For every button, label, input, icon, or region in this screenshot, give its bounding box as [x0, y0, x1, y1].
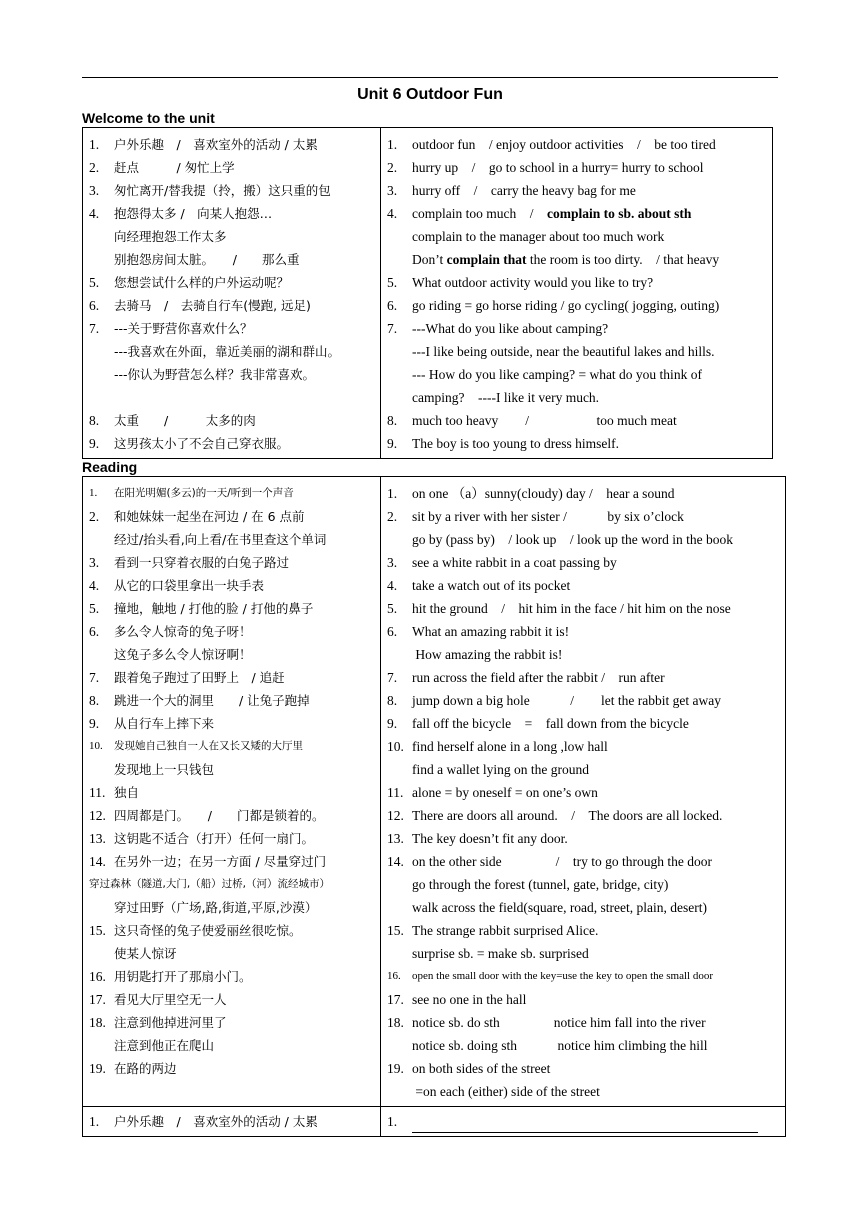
item-text: find a wallet lying on the ground [412, 762, 589, 777]
item-text: 在另外一边；在另一方面 / 尽量穿过门 [114, 854, 327, 869]
item-number: 4. [387, 578, 398, 593]
item-number: 6. [89, 298, 100, 313]
welcome-zh-line [89, 225, 380, 248]
reading-zh-line [89, 758, 380, 781]
item-text-bold: complain that [446, 252, 527, 267]
item-text: 匆忙离开/替我提（拎，搬）这只重的包 [114, 183, 331, 198]
item-number: 6. [89, 624, 100, 639]
item-text: 这钥匙不适合（打开）任何一扇门。 [114, 831, 315, 846]
practice-en-cell [381, 1107, 786, 1137]
item-number: 10. [89, 740, 103, 752]
item-number: 18. [387, 1015, 404, 1030]
item-number: 5. [387, 601, 398, 616]
item-text: 这男孩太小了不会自己穿衣服。 [114, 436, 290, 451]
welcome-en-line [387, 133, 772, 156]
item-text: 户外乐趣 / 喜欢室外的活动 / 太累 [114, 1114, 318, 1129]
reading-table [82, 476, 786, 1137]
item-number: 3. [89, 555, 100, 570]
reading-zh-line [89, 827, 380, 850]
reading-zh-line [89, 735, 380, 758]
item-number: 3. [387, 183, 398, 198]
item-text: hurry off / carry the heavy bag for me [412, 183, 636, 198]
item-text: 您想尝试什么样的户外运动呢？ [114, 275, 290, 290]
welcome-en-line [387, 248, 772, 271]
item-text: hit the ground / hit him in the face / hit him on the nose [412, 601, 731, 616]
item-text: surprise sb. = make sb. surprised [412, 946, 589, 961]
page-title: Unit 6 Outdoor Fun [357, 86, 503, 103]
item-number: 13. [89, 831, 106, 846]
reading-en-line [387, 781, 785, 804]
item-text: What an amazing rabbit it is! [412, 624, 570, 639]
item-number: 7. [89, 670, 100, 685]
item-text: 去骑马 / 去骑自行车(慢跑, 远足) [114, 298, 311, 313]
reading-en-line [387, 528, 785, 551]
welcome-zh-line [89, 248, 380, 271]
reading-en-line [387, 597, 785, 620]
item-number: 19. [89, 1061, 106, 1076]
reading-en-line [387, 942, 785, 965]
reading-zh-line [89, 551, 380, 574]
welcome-en-line [387, 340, 772, 363]
reading-en-line [387, 1011, 785, 1034]
item-text: notice sb. doing sth notice him climbing the hill [412, 1038, 708, 1053]
item-text: 用钥匙打开了那扇小门。 [114, 969, 252, 984]
item-text: =on each (either) side of the street [412, 1084, 600, 1099]
item-text: 四周都是门。 / 门都是锁着的。 [114, 808, 325, 823]
item-text: 撞地，触地 / 打他的脸 / 打他的鼻子 [114, 601, 314, 616]
item-text: 赶点 / 匆忙上学 [114, 160, 235, 175]
item-text: 在阳光明媚(多云)的一天/听到一个声音 [114, 487, 294, 499]
item-text: see no one in the hall [412, 992, 527, 1007]
item-text: 和她妹妹一起坐在河边 / 在 6 点前 [114, 509, 305, 524]
item-text: 多么令人惊奇的兔子呀！ [114, 624, 252, 639]
reading-zh-line [89, 712, 380, 735]
item-number: 6. [387, 298, 398, 313]
item-number: 10. [387, 739, 404, 754]
item-text: The key doesn’t fit any door. [412, 831, 568, 846]
item-number: 2. [387, 160, 398, 175]
reading-zh-line [89, 781, 380, 804]
item-number: 15. [89, 923, 106, 938]
welcome-zh-line [89, 202, 380, 225]
reading-en-line [387, 919, 785, 942]
item-text: ---I like being outside, near the beautiful lakes and hills. [412, 344, 715, 359]
item-number: 7. [89, 321, 100, 336]
item-text: 跳进一个大的洞里 / 让兔子跑掉 [114, 693, 310, 708]
reading-en-line [387, 712, 785, 735]
item-text: 这兔子多么令人惊讶啊！ [114, 647, 252, 662]
welcome-zh-line [89, 156, 380, 179]
item-text: camping? ----I like it very much. [412, 390, 600, 405]
welcome-en-line [387, 386, 772, 409]
item-text: go by (pass by) / look up / look up the word in the book [412, 532, 733, 547]
item-number: 4. [387, 206, 398, 221]
item-text-tail: the room is too dirty. / that heavy [526, 252, 720, 267]
welcome-row [83, 128, 773, 459]
reading-en-line [387, 666, 785, 689]
item-number: 12. [387, 808, 404, 823]
item-text: take a watch out of its pocket [412, 578, 571, 593]
item-text: What outdoor activity would you like to try? [412, 275, 654, 290]
welcome-en-line [387, 179, 772, 202]
practice-row [83, 1107, 786, 1137]
welcome-en-line [387, 363, 772, 386]
reading-en-line [387, 1080, 785, 1103]
welcome-en-cell [381, 128, 773, 459]
item-text: 看见大厅里空无一人 [114, 992, 227, 1007]
item-number: 11. [89, 785, 106, 800]
item-text: 向经理抱怨工作太多 [114, 229, 227, 244]
reading-en-line [387, 758, 785, 781]
welcome-en-list [387, 133, 772, 455]
item-number: 9. [387, 716, 398, 731]
item-text: much too heavy / too much meat [412, 413, 677, 428]
item-number: 5. [387, 275, 398, 290]
practice-zh-cell [83, 1107, 381, 1137]
item-text: 别抱怨房间太脏。 / 那么重 [114, 252, 300, 267]
reading-zh-line [89, 597, 380, 620]
welcome-zh-line [89, 179, 380, 202]
reading-zh-line [89, 505, 380, 528]
reading-zh-line [89, 896, 380, 919]
item-number: 1. [89, 137, 100, 152]
item-number: 9. [387, 436, 398, 451]
reading-en-line [387, 643, 785, 666]
item-number: 6. [387, 624, 398, 639]
item-number: 7. [387, 321, 398, 336]
item-text: alone = by oneself = on one’s own [412, 785, 598, 800]
item-number: 14. [89, 854, 106, 869]
practice-en-line [387, 1110, 785, 1133]
reading-zh-cell [83, 477, 381, 1107]
item-number: 17. [89, 992, 106, 1007]
welcome-en-line [387, 202, 772, 225]
practice-zh-line [89, 1110, 380, 1133]
item-text: 从自行车上摔下来 [114, 716, 215, 731]
item-text-bold: complain to sb. about sth [546, 206, 692, 221]
reading-en-cell [381, 477, 786, 1107]
item-number: 17. [387, 992, 404, 1007]
item-text: The boy is too young to dress himself. [412, 436, 619, 451]
reading-zh-line [89, 666, 380, 689]
item-text: sit by a river with her sister / by six o’clock [412, 509, 684, 524]
welcome-zh-line [89, 432, 380, 455]
header-rule [82, 77, 778, 78]
item-number: 16. [387, 970, 401, 982]
reading-zh-line [89, 528, 380, 551]
item-number: 12. [89, 808, 106, 823]
reading-en-line [387, 873, 785, 896]
item-text: ---What do you like about camping? [412, 321, 609, 336]
item-text: 太重 / 太多的肉 [114, 413, 256, 428]
item-number: 4. [89, 206, 100, 221]
item-number: 1. [387, 486, 398, 501]
reading-en-line [387, 1057, 785, 1080]
reading-en-line [387, 735, 785, 758]
item-text: jump down a big hole / let the rabbit get away [412, 693, 721, 708]
item-text: outdoor fun / enjoy outdoor activities / be too tired [412, 137, 716, 152]
item-number: 5. [89, 275, 100, 290]
item-text: 穿过田野（广场,路,街道,平原,沙漠） [114, 900, 318, 915]
item-number: 14. [387, 854, 404, 869]
item-text: walk across the field(square, road, street, plain, desert) [412, 900, 708, 915]
item-text: How amazing the rabbit is! [412, 647, 563, 662]
item-number: 3. [387, 555, 398, 570]
item-number: 1. [89, 1114, 100, 1129]
item-number: 8. [89, 413, 100, 428]
item-text: 在路的两边 [114, 1061, 177, 1076]
welcome-zh-line [89, 363, 380, 386]
welcome-zh-line [89, 409, 380, 432]
welcome-zh-line [89, 294, 380, 317]
item-number: 2. [89, 160, 100, 175]
item-text: 发现地上一只钱包 [114, 762, 215, 777]
reading-zh-line [89, 482, 380, 505]
welcome-en-line [387, 317, 772, 340]
reading-zh-line [89, 965, 380, 988]
welcome-zh-cell [83, 128, 381, 459]
item-text: 从它的口袋里拿出一块手表 [114, 578, 265, 593]
welcome-en-line [387, 156, 772, 179]
item-text: 这只奇怪的兔子使爱丽丝很吃惊。 [114, 923, 302, 938]
reading-row [83, 477, 786, 1107]
item-text: fall off the bicycle = fall down from the bicycle [412, 716, 689, 731]
welcome-en-line [387, 271, 772, 294]
reading-zh-line [89, 942, 380, 965]
item-number: 2. [387, 509, 398, 524]
item-number: 8. [387, 693, 398, 708]
item-text: 看到一只穿着衣服的白兔子路过 [114, 555, 290, 570]
item-text: Don’t [412, 252, 447, 267]
welcome-zh-line [89, 340, 380, 363]
item-text: notice sb. do sth notice him fall into the river [412, 1015, 706, 1030]
reading-zh-line [89, 620, 380, 643]
welcome-en-line [387, 294, 772, 317]
item-text: 抱怨得太多 / 向某人抱怨… [114, 206, 273, 221]
welcome-en-line [387, 225, 772, 248]
item-number: 1. [387, 1114, 398, 1129]
reading-en-line [387, 620, 785, 643]
item-text: 户外乐趣 / 喜欢室外的活动 / 太累 [114, 137, 318, 152]
reading-zh-line [89, 873, 380, 896]
item-text: --- How do you like camping? = what do you think of [412, 367, 702, 382]
item-number: 16. [89, 969, 106, 984]
reading-en-line [387, 850, 785, 873]
reading-zh-line [89, 804, 380, 827]
welcome-zh-line [89, 271, 380, 294]
welcome-zh-line [89, 133, 380, 156]
reading-en-line [387, 804, 785, 827]
item-text: 发现她自己独自一人在又长又矮的大厅里 [114, 740, 303, 752]
reading-en-line [387, 965, 785, 988]
item-number: 15. [387, 923, 404, 938]
item-number: 3. [89, 183, 100, 198]
item-number: 7. [387, 670, 398, 685]
reading-zh-line [89, 1080, 380, 1103]
item-text: find herself alone in a long ,low hall [412, 739, 608, 754]
item-text: 独自 [114, 785, 140, 800]
item-text: open the small door with the key=use the key to open the small door [412, 970, 714, 982]
section-heading-welcome: Welcome to the unit [82, 110, 215, 126]
item-text: ---你认为野营怎么样？我非常喜欢。 [114, 367, 316, 382]
reading-zh-line [89, 1057, 380, 1080]
reading-zh-list [89, 482, 380, 1103]
reading-en-line [387, 482, 785, 505]
item-number: 11. [387, 785, 404, 800]
reading-en-list [387, 482, 785, 1103]
reading-en-line [387, 988, 785, 1011]
item-number: 8. [89, 693, 100, 708]
item-text: see a white rabbit in a coat passing by [412, 555, 617, 570]
reading-zh-line [89, 850, 380, 873]
reading-en-line [387, 505, 785, 528]
item-text: go through the forest (tunnel, gate, bridge, city) [412, 877, 669, 892]
item-number: 19. [387, 1061, 404, 1076]
item-text: on the other side / try to go through the door [412, 854, 712, 869]
welcome-en-line [387, 432, 772, 455]
item-text: hurry up / go to school in a hurry= hurry to school [412, 160, 704, 175]
item-text: ---我喜欢在外面，靠近美丽的湖和群山。 [114, 344, 341, 359]
reading-zh-line [89, 919, 380, 942]
welcome-zh-line [89, 317, 380, 340]
reading-en-line [387, 574, 785, 597]
answer-blank[interactable] [412, 1116, 758, 1133]
welcome-en-line [387, 409, 772, 432]
reading-en-line [387, 827, 785, 850]
item-text: 跟着兔子跑过了田野上 / 追赶 [114, 670, 285, 685]
item-number: 9. [89, 436, 100, 451]
item-number: 18. [89, 1015, 106, 1030]
item-number: 9. [89, 716, 100, 731]
reading-zh-line [89, 689, 380, 712]
reading-en-line [387, 551, 785, 574]
item-text: The strange rabbit surprised Alice. [412, 923, 599, 938]
welcome-table [82, 127, 773, 459]
reading-en-line [387, 1034, 785, 1057]
item-text: 注意到他正在爬山 [114, 1038, 215, 1053]
welcome-zh-list [89, 133, 380, 455]
item-text: complain to the manager about too much work [412, 229, 665, 244]
item-number: 1. [89, 487, 98, 499]
item-text: on one （a）sunny(cloudy) day / hear a sound [412, 486, 675, 501]
item-number: 2. [89, 509, 100, 524]
item-text: 注意到他掉进河里了 [114, 1015, 227, 1030]
item-text: complain too much / [412, 206, 547, 221]
item-text: on both sides of the street [412, 1061, 551, 1076]
item-text: run across the field after the rabbit / run after [412, 670, 665, 685]
item-number: 1. [387, 137, 398, 152]
section-heading-reading: Reading [82, 459, 138, 475]
item-number: 13. [387, 831, 404, 846]
item-text: ---关于野营你喜欢什么？ [114, 321, 253, 336]
reading-zh-line [89, 643, 380, 666]
item-text: 经过/抬头看,向上看/在书里查这个单词 [114, 532, 327, 547]
reading-zh-line [89, 574, 380, 597]
item-text: 使某人惊讶 [114, 946, 177, 961]
item-text: go riding = go horse riding / go cycling( jogging, outing) [412, 298, 720, 313]
item-number: 5. [89, 601, 100, 616]
item-text: There are doors all around. / The doors are all locked. [412, 808, 723, 823]
reading-zh-line [89, 1011, 380, 1034]
reading-en-line [387, 689, 785, 712]
welcome-zh-line [89, 386, 380, 409]
item-text: 穿过森林（隧道,大门,（船）过桥,（河）流经城市） [89, 878, 331, 890]
item-number: 4. [89, 578, 100, 593]
reading-en-line [387, 896, 785, 919]
item-number: 8. [387, 413, 398, 428]
reading-zh-line [89, 1034, 380, 1057]
reading-zh-line [89, 988, 380, 1011]
